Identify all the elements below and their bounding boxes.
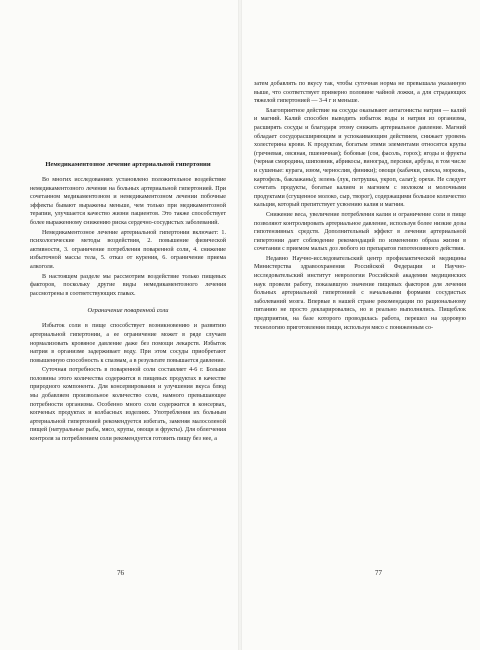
paragraph: Во многих исследованиях установлено положительное воздействие немедикаментозного лечения на больных артериальной гипертонией. При сочетанном медикаментозном и немедикаментозном лечении побочные эффекты бывают выражены меньше, чем только при медикаментозной терапии, улучшается качество жизни пациентов. Это также способствует более выраженному снижению риска сердечно-сосудистых заболеваний. <box>30 177 226 226</box>
paragraph: Снижение веса, увеличение потребления калия и ограничение соли в пище позволяют контролировать артериальное давление, используя более низкие дозы гипотензивных средств. Дополнительный эффект в лечении артериальной гипертонии дает соблюдение рекомендаций по изменению образа жизни в сочетании с приемом малых доз любого из препаратов гипотензивного действия. <box>254 211 466 253</box>
section-heading: Немедикаментозное лечение артериальной гипертонии <box>45 161 211 168</box>
page-number-right: 77 <box>375 569 382 577</box>
paragraph: В настоящем разделе мы рассмотрим воздействие только пищевых факторов, поскольку другие виды немедикаментозного лечения рассмотрены в соответствующих главах. <box>30 273 226 297</box>
paragraph: Недавно Научно-исследовательский центр профилактической медицины Министерства здравоохранения Российской Федерации и Научно-исследовательский институт неврологии Российской академии медицинских наук провели работу, показавшую значение пищевых факторов для лечения больных артериальной гипертонией с начальными формами сосудистых заболеваний мозга. Впервые в нашей стране рекомендации по рациональному питанию не просто декларировались, но и реально выполнялись. Пищеблок предприятия, на базе которого проводилась работа, перешел на здоровую технологию приготовления пищи, используя мясо с пониженным со- <box>254 255 466 331</box>
subsection-heading: Ограничение поваренной соли <box>87 307 169 315</box>
paragraph: Благоприятное действие на сосуды оказывают антагонисты натрия — калий и магний. Калий способен выводить избыток воды и натрия из организма, расширять сосуды и благодаря этому снижать артериальное давление. Магний обладает сосудорасширяющим и успокаивающим действием, снижает уровень холестерина крови. К продуктам, богатым этими элементами относятся крупы (гречневая, овсяная, пшеничная); бобовые (соя, фасоль, горох); ягоды и фрукты (черная смородина, шиповник, абрикосы, виноград, персики, арбузы, в том числе и сушеные: курага, изюм, чернослив, финики); овощи (кабачки, свекла, морковь, картофель, баклажаны); зелень (лук, петрушка, укроп, салат); орехи. Не следует сочетать продукты, богатые калием и магнием с молоком и молочными продуктами (сгущенное молоко, сыр, творог), содержащими большое количество кальция, который препятствует усвоению калия и магния. <box>254 107 466 209</box>
paragraph: Суточная потребность в поваренной соли составляет 4-6 г. Больше половины этого количества содержится в пищевых продуктах в качестве природного компонента. Для консервирования и улучшения вкуса блюд мы добавляем произвольное количество соли, намного превышающее потребности организма. Особенно много соли содержится в консервах, копченых продуктах и колбасных изделиях. Употребления их больным артериальной гипертонией рекомендуется избегать, заменяя малосоленой пищей (натуральные рыба, мясо, крупы, овощи и фрукты). Для облегчения контроля за потреблением соли рекомендуется готовить пищу без нее, а <box>30 367 226 443</box>
paragraph: затем добавлять по вкусу так, чтобы суточная норма не превышала указанную выше, что соответствует примерно половине чайной ложки, а для страдающих тяжелой гипертонией — 3-4 г и меньше. <box>254 81 466 105</box>
paragraph: Немедикаментозное лечение артериальной гипертонии включает: 1. психологические методы воздействия, 2. повышение физической активности, 3. ограничение потребления поваренной соли, 4. снижение избыточной массы тела, 5. отказ от курения, 6. ограничение приема алкоголя. <box>30 229 226 270</box>
paragraph: Избыток соли в пище способствует возникновению и развитию артериальной гипертонии, а ее ограничение может в ряде случаев нормализовать кровяное давление даже без помощи лекарств. Избыток натрия в организме задерживает воду. При этом сосуды приобретают повышенную способность к спазмам, а в результате повышается давление. <box>30 323 226 364</box>
right-page <box>240 0 480 650</box>
page-number-left: 76 <box>117 569 124 577</box>
